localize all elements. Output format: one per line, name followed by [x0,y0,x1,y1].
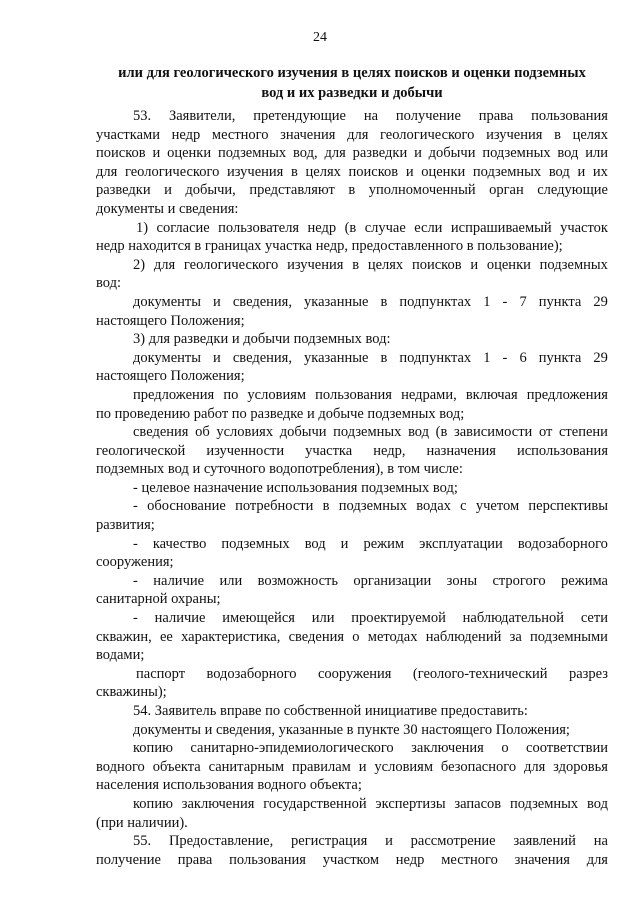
word: подземных [509,795,579,812]
text-line [96,516,608,535]
text-line [96,349,608,368]
word: 1 [483,349,491,366]
word: условиям [374,758,434,775]
word: значения [514,851,570,868]
text-line [96,832,608,851]
word: и [340,535,349,552]
body-text [96,107,608,869]
word: заключения [411,740,484,757]
word: пользователя [218,219,300,236]
text-line [96,367,608,386]
text-line [96,665,608,684]
text-line [96,200,608,219]
word: представляют [249,182,335,199]
word: для [523,758,546,775]
word: сведения [133,424,189,441]
word: геологического [124,163,220,180]
word: поисков [96,145,146,162]
word: подземных [333,424,402,441]
word: соответствии [526,740,608,757]
text-line [96,144,608,163]
word: недр, [373,442,406,459]
text-line [96,423,608,442]
word: оценки [167,145,212,162]
word: 53. [133,108,152,124]
line-text: - целевое назначение использования подземных вод; [133,479,458,496]
word: строгого [492,572,546,589]
word: копию [133,795,173,812]
word: вод, [293,145,318,162]
word: поисков [411,256,462,273]
word: сведения [288,628,345,645]
word: разведки [352,145,408,162]
word: сведения, [232,293,292,310]
word: оценки [421,163,466,180]
line-text: подземных вод и суточного водопотребления), в том числе: [96,461,463,478]
word: геологической [96,442,186,459]
word: указанные [304,293,369,310]
section-heading [96,63,608,103]
word: имеющейся [222,610,295,627]
text-line [96,442,608,461]
word: подземных [217,145,287,162]
text-line [96,646,608,665]
word: подземных [482,145,551,162]
text-line [96,795,608,814]
word: для [96,163,118,180]
word: наличие [154,610,206,627]
word: подземными [530,628,608,645]
word: 55. [133,833,152,850]
word: подземных [472,163,542,180]
word: добычи [428,145,476,162]
word: (в [344,219,357,236]
word: обоснование [147,498,226,515]
text-line [96,683,608,702]
word: документы [133,293,201,310]
word: 29 [593,293,608,310]
word: или [585,145,608,162]
word: подпунктах [399,293,472,310]
line-text: населения использования водного объекта; [96,777,362,794]
word: и [164,182,172,199]
line-text: развития; [96,517,155,534]
word: возможность [257,572,338,589]
word: и [213,349,221,366]
line-text: 54. Заявитель вправе по собственной инициативе предоставить: [133,703,528,719]
word: случае [364,219,406,236]
word: участком [322,851,379,868]
word: водах [416,498,451,515]
word: по [223,386,239,403]
text-line [96,572,608,591]
word: рассмотрение [410,833,496,850]
line-text: (при наличии). [96,814,188,831]
line-text: документы и сведения: [96,200,239,217]
word: паспорт [136,665,186,682]
word: зависимости [454,424,533,441]
text-line [96,181,608,200]
word: претендующие [253,108,346,124]
word: - [502,349,508,366]
line-text: скважины); [96,684,167,701]
word: в [291,163,298,180]
word: наблюдений [425,628,502,645]
word: 6 [519,349,527,366]
word: - [133,610,138,627]
text-line [96,460,608,479]
word: или [311,610,335,627]
word: орган [489,182,524,199]
word: - [133,572,138,589]
word: и [470,256,479,273]
word: или [219,572,243,589]
word: Предоставление, [168,833,274,850]
word: для [324,145,346,162]
word: Заявители, [168,108,236,124]
text-line [96,405,608,424]
word: характеристика, [181,628,281,645]
word: участка [305,442,353,459]
text-line [96,107,608,126]
word: регистрация [291,833,368,850]
word: методах [367,628,418,645]
word: в [554,126,561,143]
word: вод [304,535,326,552]
word: оценки [486,256,531,273]
word: организации [353,572,432,589]
word: подземных [338,498,407,515]
word: перспективы [528,498,608,515]
word: их [592,163,608,180]
word: и [577,163,586,180]
word: изученности [206,442,285,459]
word: целях [305,163,341,180]
text-line [96,126,608,145]
word: вод [587,795,608,812]
word: пользования [315,386,392,403]
word: указанные [304,349,369,366]
word: разведки [96,182,151,199]
text-line [96,628,608,647]
word: государственной [263,795,367,812]
word: значения [280,126,336,143]
line-text: недр находится в границах участка недр, предоставленного в пользование); [96,238,563,255]
word: режима [561,572,608,589]
word: геологического [380,126,475,143]
text-line [96,163,608,182]
word: правилам [291,758,351,775]
text-line [96,293,608,312]
word: об [195,424,210,441]
text-line [96,237,608,256]
word: за [509,628,522,645]
word: в [352,256,360,273]
word: если [414,219,443,236]
word: вод [548,163,570,180]
word: пункта [538,293,582,310]
word: проектируемой [351,610,446,627]
word: использования [516,442,608,459]
word: 1 [483,293,491,310]
word: согласие [156,219,210,236]
line-text: водами; [96,647,145,664]
word: сведения, [232,349,292,366]
word: для [586,851,608,868]
word: экспертизы [375,795,446,812]
text-line [96,312,608,331]
word: и [405,163,414,180]
word: пользования [229,851,306,868]
word: здоровья [553,758,608,775]
word: водного [96,758,145,775]
word: качество [152,535,207,552]
text-line [96,274,608,293]
word: наличие [153,572,205,589]
word: сети [580,610,608,627]
word: ее [159,628,173,645]
word: заключения [181,795,255,812]
word: испрашиваемый [450,219,552,236]
word: включая [465,386,518,403]
word: поисков [348,163,399,180]
text-line [96,386,608,405]
word: - [502,293,508,310]
word: для [153,256,176,273]
word: недр [171,126,201,143]
word: и [152,145,161,162]
word: для [347,126,369,143]
word: разрез [568,665,608,682]
word: 2) [133,256,146,273]
heading-line: или для геологического изучения в целях поисков и оценки подземных [118,65,586,81]
word: 29 [593,349,608,366]
text-line [96,553,608,572]
line-text: документы и сведения, указанные в пункте 30 настоящего Положения; [133,721,570,738]
word: целях [367,256,404,273]
word: санитарным [208,758,285,775]
word: степени [558,424,608,441]
word: эксплуатации [419,535,503,552]
page-number: 24 [313,30,327,45]
word: потребности [235,498,314,515]
word: в [380,349,388,366]
word: документы [133,349,201,366]
word: права [478,108,514,124]
word: в [380,293,388,310]
text-line [96,330,608,349]
word: скважин, [96,628,152,645]
word: о [501,740,509,757]
word: и [358,758,367,775]
word: следующие [537,182,608,199]
word: режим [363,535,405,552]
text-line [96,219,608,238]
word: изучения [486,126,543,143]
word: с [460,498,467,515]
word: зоны [446,572,478,589]
word: участок [560,219,608,236]
word: - [133,498,138,515]
word: недрами, [401,386,457,403]
word: предложения [133,386,215,403]
word: на [363,108,379,124]
text-line [96,702,608,721]
word: и [385,833,393,850]
text-line [96,814,608,833]
word: изучения [226,163,284,180]
word: наблюдательной [462,610,565,627]
word: подпунктах [399,349,472,366]
word: 1) [136,219,149,236]
word: назначения [426,442,496,459]
word: запасов [454,795,502,812]
word: заявлений [513,833,576,850]
text-line [96,590,608,609]
text-line [96,758,608,777]
word: пользования [531,108,608,124]
heading-line: вод и их разведки и добычи [261,85,443,101]
word: изучения [287,256,344,273]
line-text: настоящего Положения; [96,312,245,329]
word: пункта [538,349,582,366]
text-line [96,535,608,554]
word: санитарно-эпидемиологического [190,740,394,757]
text-line [96,497,608,516]
text-line [96,609,608,628]
word: в [348,182,356,199]
line-text: настоящего Положения; [96,368,245,385]
line-text: вод: [96,275,121,292]
word: водозаборного [517,535,608,552]
word: вод [408,424,430,441]
word: безопасного [440,758,517,775]
word: условиям [247,386,307,403]
word: подземных [221,535,290,552]
text-line [96,739,608,758]
word: недр [395,851,425,868]
line-text: санитарной охраны; [96,591,221,608]
text-line [96,721,608,740]
word: недр [307,219,337,236]
word: - [133,535,138,552]
word: вод [557,145,579,162]
word: сооружения [317,665,392,682]
word: и [213,293,221,310]
word: подземных [539,256,608,273]
text-line [96,479,608,498]
word: предложения [526,386,608,403]
line-text: по проведению работ по разведке и добыче подземных вод; [96,405,465,422]
word: (геолого-технический [412,665,548,682]
word: копию [133,740,173,757]
word: местного [211,126,269,143]
word: целях [572,126,608,143]
word: участками [96,126,160,143]
word: получение [96,851,161,868]
word: местного [441,851,498,868]
word: учетом [475,498,520,515]
text-line [96,851,608,870]
word: уполномоченный [368,182,476,199]
word: получение [395,108,461,124]
word: на [593,833,608,850]
text-line [96,776,608,795]
word: условиях [216,424,274,441]
word: добычи, [185,182,236,199]
word: о [352,628,360,645]
line-text: сооружения; [96,554,174,571]
word: 7 [519,293,527,310]
word: права [177,851,213,868]
word: объекта [152,758,201,775]
word: от [538,424,553,441]
word: водозаборного [206,665,297,682]
line-text: 3) для разведки и добычи подземных вод: [133,331,391,348]
word: геологического [183,256,279,273]
word: и [414,145,422,162]
word: в [322,498,330,515]
word: добычи [279,424,327,441]
text-line [96,256,608,275]
word: (в [435,424,448,441]
